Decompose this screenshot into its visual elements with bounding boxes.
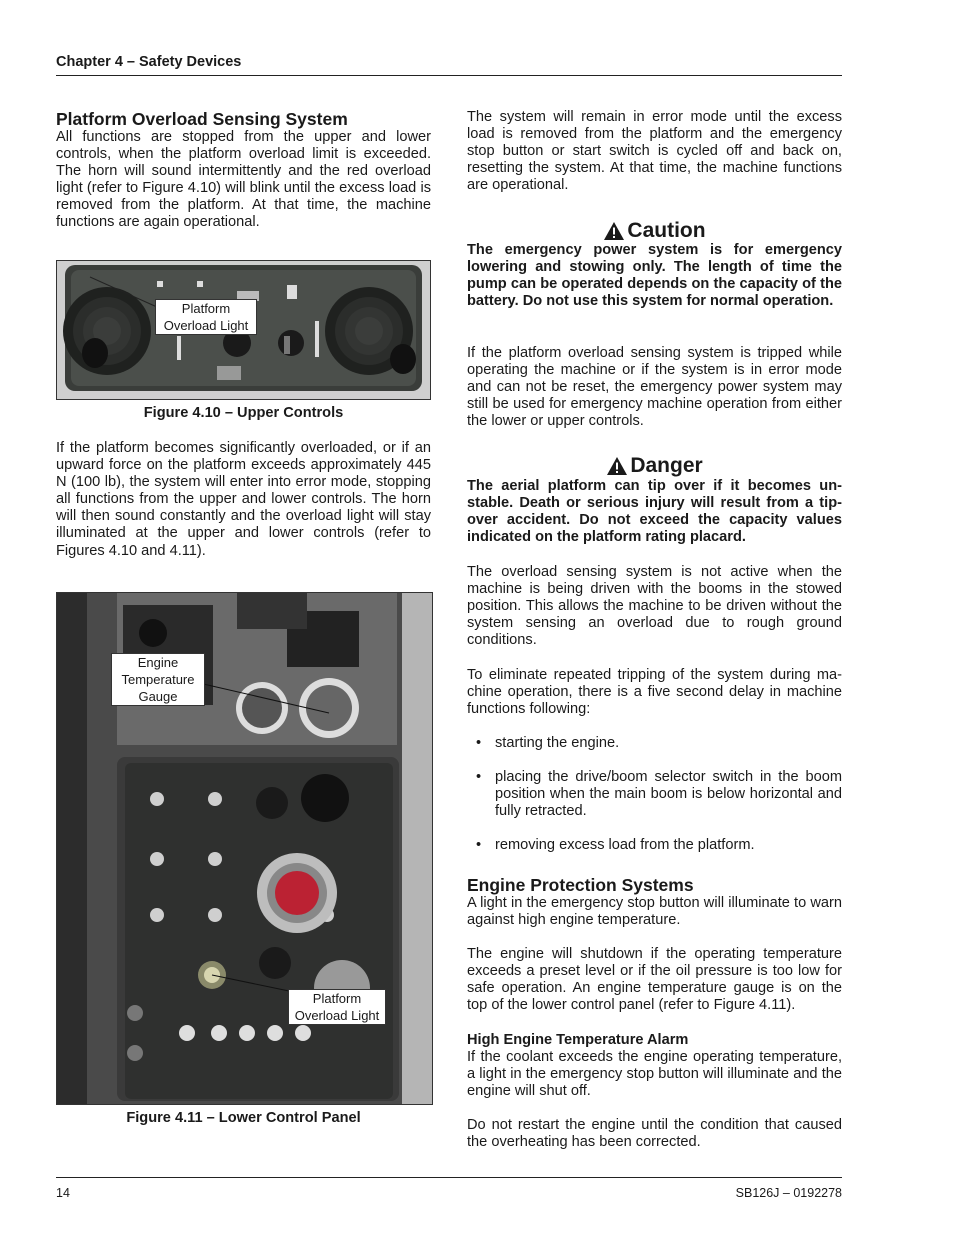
figure-4-10-caption: Figure 4.10 – Upper Controls: [143, 405, 344, 421]
section-heading-engine-protection: Engine Protection Systems: [467, 875, 694, 895]
overload-paragraph-1: All functions are stopped from the upper and lower controls, when the platform overload limit is exceeded. The horn will sound intermittently and the red overload light (refer to Figure 4.10) will blink until the excess load is removed from the platform. At that time, the machine functions are again operational.: [56, 129, 431, 231]
callout-engine-temperature-gauge: [111, 653, 205, 706]
figure-lower-control-panel: [56, 592, 433, 1105]
header-rule: [56, 75, 842, 76]
engine-light-paragraph: A light in the emergency stop button will illuminate to warn against high engine temperature.: [467, 895, 842, 929]
delay-bullet-list: [467, 735, 842, 854]
warning-triangle-icon: [606, 456, 628, 476]
danger-text: The aerial platform can tip over if it becomes un-stable. Death or serious injury will result from a tip-over accident. Do not exceed the capacity values indicated on the platform rating placard.: [467, 478, 842, 546]
callout-line: Platform: [181, 301, 231, 316]
overload-paragraph-2: If the platform becomes significantly overloaded, or if an upward force on the platform exceeds approximately 445 N (100 lb), the system will enter into error mode, stopping all functions from the upper and lower controls. The horn will then sound constantly and the overload light will stay illuminated at the upper and lower controls (refer to Figures 4.10 and 4.11).: [56, 440, 431, 559]
error-mode-paragraph: The system will remain in error mode until the excess load is removed from the platform and the emergency stop button or start switch is cycled off and back on, resetting the system. At that time, the machine functions are operational.: [467, 109, 842, 194]
callout-platform-overload-light: [155, 299, 257, 335]
document-number: SB126J – 0192278: [735, 1186, 842, 1200]
figure-upper-controls: [56, 260, 431, 400]
list-item: • starting the engine.: [467, 735, 842, 752]
callout-line: Overload Light: [163, 318, 249, 333]
list-item: • placing the drive/boom selector switch in the boom position when the main boom is below horizontal and fully retracted.: [467, 769, 842, 820]
subheading-temperature-alarm: High Engine Temperature Alarm: [467, 1032, 689, 1048]
callout-line: Overload Light: [294, 1008, 380, 1023]
engine-shutdown-paragraph: The engine will shutdown if the operating temperature exceeds a preset level or if the oil pressure is too low for safe operation. An engine temperature gauge is on the top of the lower control panel (refer to Figure 4.11).: [467, 946, 842, 1014]
stowed-paragraph: The overload sensing system is not active when the machine is being driven with the booms in the stowed position. This allows the machine to be driven without the system sensing an overload due to rough ground conditions.: [467, 564, 842, 649]
restart-paragraph: Do not restart the engine until the condition that caused the overheating has been corrected.: [467, 1117, 842, 1151]
callout-line: Platform: [312, 991, 362, 1006]
caution-label: Caution: [627, 219, 706, 242]
warning-triangle-icon: [603, 221, 625, 241]
callout-line: Engine: [137, 655, 179, 670]
caution-text: The emergency power system is for emergency lowering and stowing only. The length of time the pump can be operated depends on the capacity of the battery. Do not use this system for normal operation.: [467, 242, 842, 310]
callout-line: Gauge: [138, 689, 178, 704]
callout-line: Temperature: [121, 672, 195, 687]
delay-paragraph: To eliminate repeated tripping of the system during ma-chine operation, there is a five second delay in machine functions following:: [467, 667, 842, 718]
figure-4-11-caption: Figure 4.11 – Lower Control Panel: [126, 1110, 361, 1126]
list-item: • removing excess load from the platform.: [467, 837, 842, 854]
coolant-paragraph: If the coolant exceeds the engine operating temperature, a light in the emergency stop button will illuminate and the engine will shut off.: [467, 1049, 842, 1100]
section-heading-overload: Platform Overload Sensing System: [56, 109, 348, 129]
caution-title: [467, 219, 842, 243]
callout-platform-overload-light-lower: [288, 989, 386, 1025]
emergency-power-paragraph: If the platform overload sensing system is tripped while operating the machine or if the system is in error mode and can not be reset, the emergency power system may still be used for emergency machine operation from either the lower or upper controls.: [467, 345, 842, 430]
chapter-header: Chapter 4 – Safety Devices: [56, 54, 242, 70]
danger-label: Danger: [630, 454, 703, 477]
footer-rule: [56, 1177, 842, 1178]
page-number: 14: [56, 1186, 70, 1200]
danger-title: [467, 454, 842, 478]
